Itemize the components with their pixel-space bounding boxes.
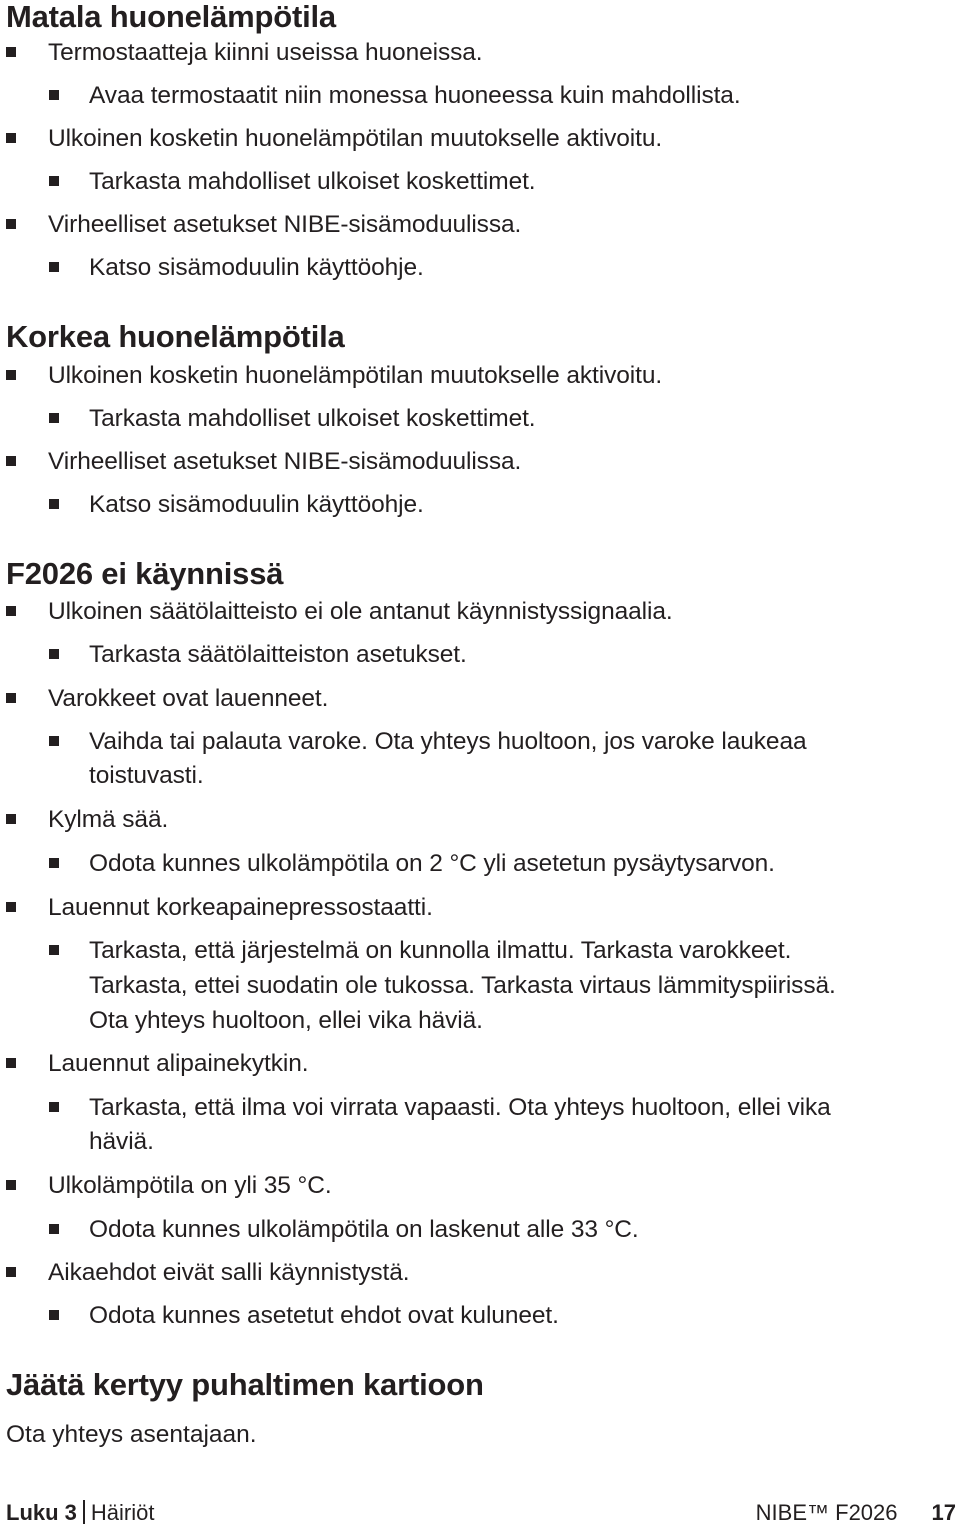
list-item: Ulkoinen säätölaitteisto ei ole antanut käynnistyssignaalia. [48, 594, 948, 629]
bullet-square-icon [6, 370, 16, 380]
bullet-square-icon [49, 413, 59, 423]
list-item-action: Tarkasta, että ilma voi virrata vapaasti. Ota yhteys huoltoon, ellei vika [89, 1090, 949, 1125]
bullet-square-icon [6, 1180, 16, 1190]
list-item: Ulkolämpötila on yli 35 °C. [48, 1168, 948, 1203]
bullet-square-icon [49, 1102, 59, 1112]
bullet-square-icon [6, 1267, 16, 1277]
list-item-action: Tarkasta säätölaitteiston asetukset. [89, 637, 949, 672]
list-item-action: Vaihda tai palauta varoke. Ota yhteys huoltoon, jos varoke laukeaa [89, 724, 949, 759]
bullet-square-icon [49, 1310, 59, 1320]
page-number: 17 [931, 1500, 956, 1525]
bullet-square-icon [49, 176, 59, 186]
section-heading: Jäätä kertyy puhaltimen kartioon [6, 1367, 484, 1402]
list-item-action: Odota kunnes asetetut ehdot ovat kuluneet. [89, 1298, 949, 1333]
bullet-square-icon [49, 649, 59, 659]
bullet-square-icon [6, 693, 16, 703]
list-item: Ulkoinen kosketin huonelämpötilan muutokselle aktivoitu. [48, 121, 948, 156]
bullet-square-icon [6, 814, 16, 824]
page-footer [6, 1496, 956, 1530]
list-item: Virheelliset asetukset NIBE-sisämoduulissa. [48, 207, 948, 242]
list-item-action-continued: häviä. [89, 1128, 154, 1155]
list-item-action: Tarkasta mahdolliset ulkoiset koskettimet. [89, 401, 949, 436]
bullet-square-icon [49, 858, 59, 868]
bullet-square-icon [49, 262, 59, 272]
list-item-action-continued: Ota yhteys huoltoon, ellei vika häviä. [89, 1007, 483, 1034]
bullet-square-icon [6, 606, 16, 616]
list-item: Virheelliset asetukset NIBE-sisämoduulissa. [48, 444, 948, 479]
bullet-square-icon [49, 1224, 59, 1234]
chapter-title: Häiriöt [90, 1500, 155, 1525]
section-paragraph: Ota yhteys asentajaan. [6, 1421, 257, 1448]
list-item-action: Katso sisämoduulin käyttöohje. [89, 250, 949, 285]
bullet-square-icon [49, 499, 59, 509]
list-item-action: Avaa termostaatit niin monessa huoneessa kuin mahdollista. [89, 78, 949, 113]
bullet-square-icon [6, 133, 16, 143]
section-heading: Korkea huonelämpötila [6, 319, 345, 354]
list-item: Lauennut korkeapainepressostaatti. [48, 890, 948, 925]
bullet-square-icon [6, 219, 16, 229]
footer-divider [83, 1500, 85, 1524]
list-item-action: Odota kunnes ulkolämpötila on 2 °C yli asetetun pysäytysarvon. [89, 846, 949, 881]
bullet-square-icon [6, 902, 16, 912]
list-item: Kylmä sää. [48, 802, 948, 837]
footer-right [756, 1496, 956, 1530]
list-item: Aikaehdot eivät salli käynnistystä. [48, 1255, 948, 1290]
list-item: Ulkoinen kosketin huonelämpötilan muutokselle aktivoitu. [48, 358, 948, 393]
bullet-square-icon [49, 736, 59, 746]
bullet-square-icon [49, 90, 59, 100]
bullet-square-icon [6, 456, 16, 466]
list-item-action: Katso sisämoduulin käyttöohje. [89, 487, 949, 522]
section-heading: F2026 ei käynnissä [6, 556, 284, 591]
list-item-action: Tarkasta mahdolliset ulkoiset koskettimet. [89, 164, 949, 199]
chapter-label: Luku 3 [6, 1500, 77, 1525]
list-item: Termostaatteja kiinni useissa huoneissa. [48, 35, 948, 70]
list-item: Varokkeet ovat lauenneet. [48, 681, 948, 716]
product-name: NIBE™ F2026 [755, 1500, 898, 1525]
bullet-square-icon [6, 47, 16, 57]
list-item-action: Odota kunnes ulkolämpötila on laskenut alle 33 °C. [89, 1212, 949, 1247]
section-heading: Matala huonelämpötila [6, 0, 336, 34]
list-item-action-continued: Tarkasta, ettei suodatin ole tukossa. Tarkasta virtaus lämmityspiirissä. [89, 972, 836, 999]
bullet-square-icon [49, 945, 59, 955]
list-item: Lauennut alipainekytkin. [48, 1046, 948, 1081]
bullet-square-icon [6, 1058, 16, 1068]
list-item-action: Tarkasta, että järjestelmä on kunnolla ilmattu. Tarkasta varokkeet. [89, 933, 949, 968]
list-item-action-continued: toistuvasti. [89, 762, 204, 789]
